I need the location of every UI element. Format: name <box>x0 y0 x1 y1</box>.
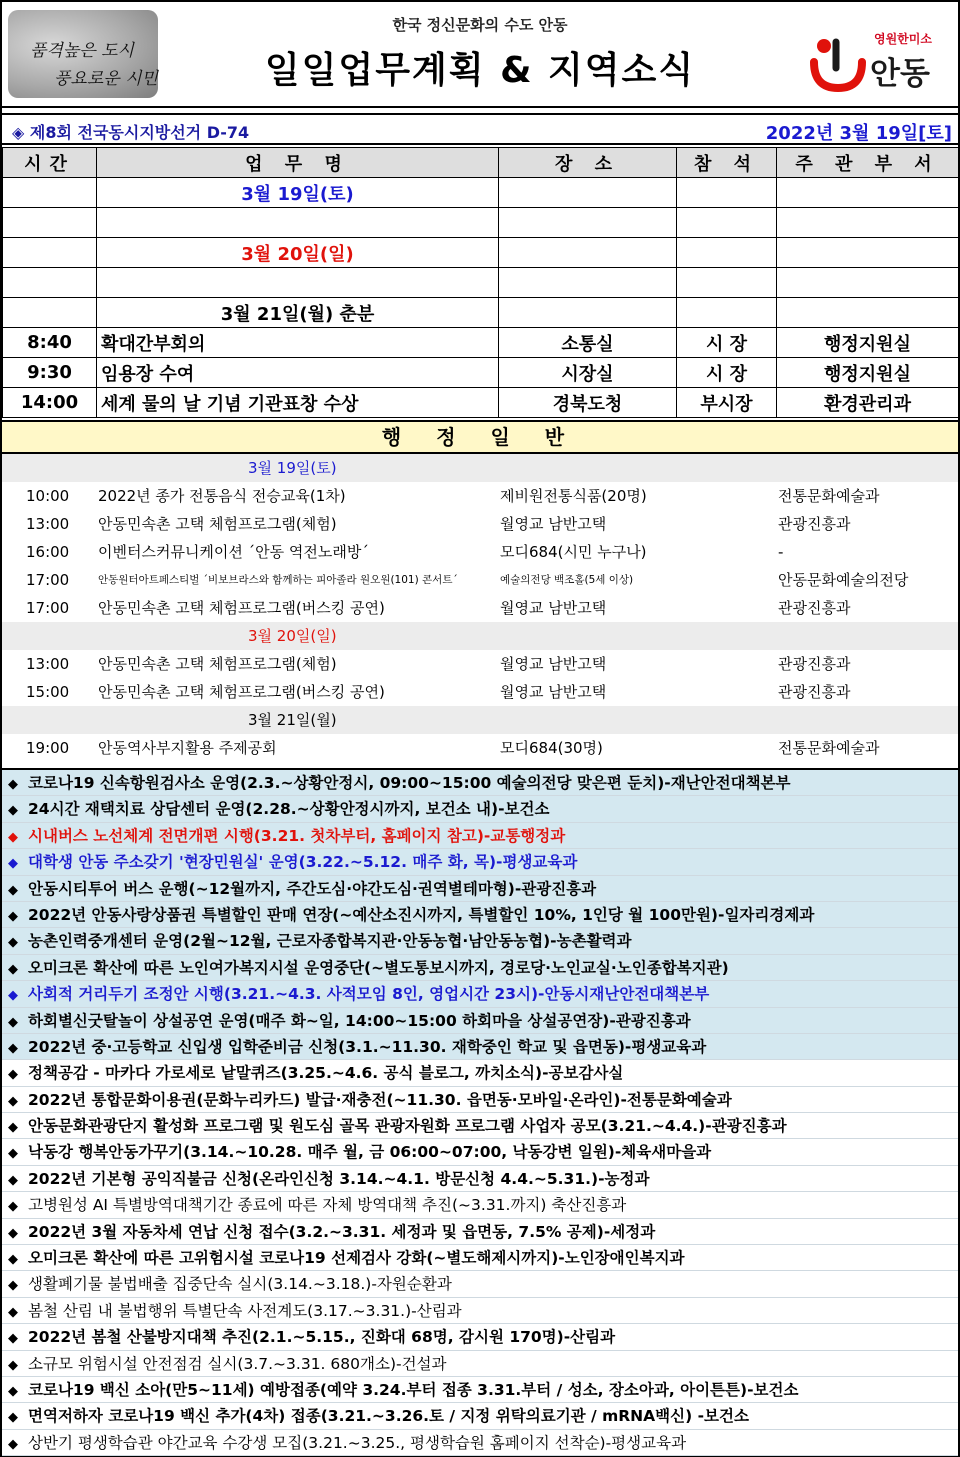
column-header-dept: 주 관 부 서 <box>777 148 959 178</box>
schedule-row <box>3 268 959 298</box>
schedule-cell-time: 14:00 <box>3 388 97 418</box>
schedule-cell-dept <box>777 178 959 208</box>
schedule-cell-place <box>499 178 677 208</box>
admin-date-row <box>2 706 958 734</box>
schedule-cell-dept <box>777 238 959 268</box>
schedule-cell-time: 8:40 <box>3 328 97 358</box>
notice-text: 고병원성 AI 특별방역대책기간 종료에 따른 자체 방역대책 추진(~3.31.까지) 축산진흥과 <box>28 1196 627 1215</box>
city-slogan: 한국 정신문화의 수도 안동 <box>392 16 568 34</box>
notice-item <box>2 876 958 902</box>
admin-section-title: 행 정 일 반 <box>2 420 958 454</box>
admin-item-row <box>2 538 958 566</box>
diamond-bullet-icon: ◆ <box>8 1357 18 1373</box>
notice-text: 상반기 평생학습관 야간교육 수강생 모집(3.21.~3.25., 평생학습원 홈페이지 선착순)-평생교육과 <box>28 1433 687 1452</box>
admin-item-row <box>2 650 958 678</box>
column-header-task: 업 무 명 <box>97 148 499 178</box>
diamond-bullet-icon: ◆ <box>8 988 18 1004</box>
admin-item-title: 안동역사부지활용 주제공회 <box>98 739 277 757</box>
admin-item-row <box>2 566 958 594</box>
diamond-bullet-icon: ◆ <box>8 935 18 951</box>
admin-item-title: 2022년 종가 전통음식 전승교육(1차) <box>98 487 346 505</box>
diamond-bullet-icon: ◆ <box>8 856 18 872</box>
admin-date-row <box>2 622 958 650</box>
notice-text: 안동문화관광단지 활성화 프로그램 및 원도심 골목 관광자원화 프로그램 사업자 공모(3.21.~4.4.)-관광진흥과 <box>28 1117 787 1136</box>
admin-item-row <box>2 482 958 510</box>
admin-item-place: 월영교 남반고택 <box>500 683 607 701</box>
report-date: 2022년 3월 19일[토] <box>765 123 952 144</box>
election-countdown: ◈ 제8회 전국동시지방선거 D-74 <box>12 123 250 142</box>
schedule-cell-time <box>3 268 97 298</box>
admin-item-dept: 관광진흥과 <box>778 515 851 533</box>
notice-item <box>2 1192 958 1218</box>
admin-item-place: 예술의전당 백조홀(5세 이상) <box>500 574 634 586</box>
notice-text: 시내버스 노선체계 전면개편 시행(3.21. 첫차부터, 홈페이지 참고)-교통행정과 <box>28 826 566 845</box>
admin-item-place: 월영교 남반고택 <box>500 655 607 673</box>
schedule-cell-task: 3월 19일(토) <box>97 178 499 208</box>
notice-item <box>2 1271 958 1297</box>
admin-item-title: 이벤터스커뮤니케이션 ´안동 역전노래방´ <box>98 543 369 561</box>
diamond-bullet-icon: ◆ <box>8 1146 18 1162</box>
admin-date-label: 3월 20일(일) <box>248 627 337 645</box>
admin-item-title: 안동민속촌 고택 체험프로그램(체험) <box>98 515 337 533</box>
schedule-cell-attend: 부시장 <box>677 388 777 418</box>
notice-text: 24시간 재택치료 상담센터 운영(2.28.~상황안정시까지, 보건소 내)-보건소 <box>28 800 550 819</box>
notice-item <box>2 1060 958 1086</box>
admin-item-row <box>2 510 958 538</box>
admin-item-title: 안동민속촌 고택 체험프로그램(버스킹 공연) <box>98 599 385 617</box>
schedule-row <box>3 238 959 268</box>
diamond-bullet-icon: ◆ <box>8 1383 18 1399</box>
notice-text: 2022년 안동사랑상품권 특별할인 판매 연장(~예산소진시까지, 특별할인 10%, 1인당 월 100만원)-일자리경제과 <box>28 905 815 924</box>
notice-text: 면역저하자 코로나19 백신 추가(4차) 접종(3.21.~3.26.토 / 지정 위탁의료기관 / mRNA백신) -보건소 <box>28 1407 749 1426</box>
schedule-cell-attend <box>677 298 777 328</box>
notice-text: 하회별신굿탈놀이 상설공연 운영(매주 화~일, 14:00~15:00 하회마을 상설공연장)-관광진흥과 <box>28 1011 691 1030</box>
schedule-cell-task: 세계 물의 날 기념 기관표창 수상 <box>97 388 499 418</box>
notice-item <box>2 1034 958 1060</box>
schedule-cell-dept <box>777 268 959 298</box>
admin-date-row <box>2 454 958 482</box>
admin-item-dept: 관광진흥과 <box>778 599 851 617</box>
diamond-bullet-icon: ◆ <box>8 1040 18 1056</box>
notice-text: 2022년 3월 자동차세 연납 신청 접수(3.2.~3.31. 세정과 및 읍면동, 7.5% 공제)-세정과 <box>28 1222 656 1241</box>
schedule-cell-time <box>3 238 97 268</box>
admin-item-dept: 관광진흥과 <box>778 683 851 701</box>
schedule-cell-time: 9:30 <box>3 358 97 388</box>
notice-item <box>2 902 958 928</box>
diamond-bullet-icon: ◆ <box>8 961 18 977</box>
logo-name: 안동 <box>870 56 930 92</box>
diamond-bullet-icon: ◆ <box>8 1067 18 1083</box>
admin-item-place: 제비원전통식품(20명) <box>500 487 647 505</box>
schedule-cell-attend <box>677 208 777 238</box>
diamond-bullet-icon: ◆ <box>8 777 18 792</box>
diamond-bullet-icon: ◆ <box>8 908 18 924</box>
schedule-header-row <box>3 148 959 178</box>
diamond-bullet-icon: ◆ <box>8 1014 18 1030</box>
admin-schedule-list <box>2 454 958 762</box>
admin-item-dept: 전통문화예술과 <box>778 487 880 505</box>
diamond-bullet-icon: ◆ <box>8 1410 18 1426</box>
schedule-cell-place <box>499 298 677 328</box>
schedule-cell-place <box>499 268 677 298</box>
notice-item <box>2 1113 958 1139</box>
notice-list <box>2 768 958 1456</box>
schedule-cell-dept: 행정지원실 <box>777 358 959 388</box>
diamond-bullet-icon: ◆ <box>8 882 18 898</box>
notice-item <box>2 1430 958 1456</box>
diamond-bullet-icon: ◆ <box>8 1331 18 1347</box>
schedule-cell-attend: 시 장 <box>677 328 777 358</box>
admin-item-dept: 전통문화예술과 <box>778 739 880 757</box>
schedule-row <box>3 388 959 418</box>
column-header-attend: 참 석 <box>677 148 777 178</box>
admin-item-row <box>2 594 958 622</box>
notice-text: 코로나19 백신 소아(만5~11세) 예방접종(예약 3.24.부터 접종 3.31.부터 / 성소, 장소아과, 아이튼튼)-보건소 <box>28 1380 799 1399</box>
admin-item-time: 13:00 <box>26 655 70 673</box>
notice-text: 봄철 산림 내 불법행위 특별단속 사전계도(3.17.~3.31.)-산림과 <box>28 1301 462 1320</box>
notice-item <box>2 1166 958 1192</box>
notice-text: 농촌인력중개센터 운영(2월~12월, 근로자종합복지관·안동농협·남안동농협)-농촌활력과 <box>28 932 632 951</box>
admin-item-dept: 안동문화예술의전당 <box>778 571 909 589</box>
admin-item-time: 16:00 <box>26 543 70 561</box>
schedule-row <box>3 298 959 328</box>
schedule-cell-time <box>3 208 97 238</box>
schedule-cell-task: 3월 21일(월) 춘분 <box>97 298 499 328</box>
page-title: 일일업무계획 & 지역소식 <box>264 50 696 91</box>
schedule-cell-task: 임용장 수여 <box>97 358 499 388</box>
diamond-bullet-icon: ◆ <box>8 1199 18 1215</box>
schedule-cell-dept: 환경관리과 <box>777 388 959 418</box>
diamond-bullet-icon: ◆ <box>8 1172 18 1188</box>
schedule-cell-task: 3월 20일(일) <box>97 238 499 268</box>
schedule-row <box>3 208 959 238</box>
notice-item <box>2 955 958 981</box>
admin-item-place: 월영교 남반고택 <box>500 515 607 533</box>
diamond-bullet-icon: ◆ <box>8 1120 18 1136</box>
notice-item <box>2 1219 958 1245</box>
schedule-row <box>3 328 959 358</box>
admin-item-time: 10:00 <box>26 487 70 505</box>
diamond-bullet-icon: ◆ <box>8 1252 18 1268</box>
admin-item-time: 17:00 <box>26 599 70 617</box>
notice-item <box>2 1351 958 1377</box>
admin-item-title: 안동민속촌 고택 체험프로그램(체험) <box>98 655 337 673</box>
schedule-table <box>2 147 959 418</box>
slogan-line-2: 풍요로운 시민 <box>54 69 158 89</box>
schedule-cell-task <box>97 208 499 238</box>
notice-text: 2022년 봄철 산불방지대책 추진(2.1.~5.15., 진화대 68명, 감시원 170명)-산림과 <box>28 1328 616 1347</box>
notice-text: 코로나19 신속항원검사소 운영(2.3.~상황안정시, 09:00~15:00 예술의전당 맞은편 둔치)-재난안전대책본부 <box>28 774 791 792</box>
notice-item <box>2 1298 958 1324</box>
notice-text: 사회적 거리두기 조정안 시행(3.21.~4.3. 사적모임 8인, 영업시간 23시)-안동시재난안전대책본부 <box>28 985 710 1004</box>
schedule-body <box>3 178 959 418</box>
notice-text: 오미크론 확산에 따른 노인여가복지시설 운영중단(~별도통보시까지, 경로당·노인교실·노인종합복지관) <box>28 958 729 977</box>
subheader <box>2 113 958 145</box>
schedule-cell-dept: 행정지원실 <box>777 328 959 358</box>
admin-item-row <box>2 678 958 706</box>
column-header-time: 시간 <box>3 148 97 178</box>
admin-item-dept: 관광진흥과 <box>778 655 851 673</box>
notice-text: 오미크론 확산에 따른 고위험시설 코로나19 선제검사 강화(~별도해제시까지)-노인장애인복지과 <box>28 1249 685 1268</box>
schedule-row <box>3 358 959 388</box>
diamond-bullet-icon: ◆ <box>8 1093 18 1109</box>
diamond-bullet-icon: ◆ <box>8 803 18 819</box>
schedule-cell-task: 확대간부회의 <box>97 328 499 358</box>
notice-item <box>2 1324 958 1350</box>
smile-logo-icon <box>808 32 870 94</box>
column-header-place: 장 소 <box>499 148 677 178</box>
notice-text: 대학생 안동 주소갖기 '현장민원실' 운영(3.22.~5.12. 매주 화, 목)-평생교육과 <box>28 853 578 872</box>
admin-date-label: 3월 19일(토) <box>248 459 337 477</box>
schedule-cell-dept <box>777 208 959 238</box>
notice-text: 생활폐기물 불법배출 집중단속 실시(3.14.~3.18.)-자원순환과 <box>28 1275 452 1294</box>
schedule-cell-attend: 시 장 <box>677 358 777 388</box>
admin-item-time: 19:00 <box>26 739 70 757</box>
notice-text: 소규모 위험시설 안전점검 실시(3.7.~3.31. 680개소)-건설과 <box>28 1354 447 1373</box>
diamond-bullet-icon: ◆ <box>8 1225 18 1241</box>
notice-text: 2022년 통합문화이용권(문화누리카드) 발급·재충전(~11.30. 읍면동·모바일·온라인)-전통문화예술과 <box>28 1090 732 1109</box>
admin-item-time: 13:00 <box>26 515 70 533</box>
admin-item-dept: - <box>778 543 784 561</box>
schedule-cell-place: 경북도청 <box>499 388 677 418</box>
notice-item <box>2 1245 958 1271</box>
admin-item-place: 모디684(30명) <box>500 739 603 757</box>
notice-item <box>2 1087 958 1113</box>
diamond-bullet-icon: ◆ <box>8 1278 18 1294</box>
notice-item <box>2 981 958 1007</box>
notice-item <box>2 928 958 954</box>
schedule-cell-place: 시장실 <box>499 358 677 388</box>
admin-item-row <box>2 734 958 762</box>
notice-item <box>2 770 958 796</box>
notice-item <box>2 849 958 875</box>
notice-item <box>2 1403 958 1429</box>
notice-text: 낙동강 행복안동가꾸기(3.14.~10.28. 매주 월, 금 06:00~07:00, 낙동강변 일원)-체육새마을과 <box>28 1143 712 1162</box>
notice-text: 2022년 기본형 공익직불금 신청(온라인신청 3.14.~4.1. 방문신청 4.4.~5.31.)-농정과 <box>28 1169 650 1188</box>
andong-logo <box>808 18 948 98</box>
diamond-bullet-icon: ◆ <box>8 1436 18 1452</box>
admin-item-place: 월영교 남반고택 <box>500 599 607 617</box>
slogan-line-1: 품격높은 도시 <box>30 41 134 61</box>
admin-item-title: 안동민속촌 고택 체험프로그램(버스킹 공연) <box>98 683 385 701</box>
admin-item-time: 15:00 <box>26 683 70 701</box>
schedule-cell-attend <box>677 238 777 268</box>
notice-item <box>2 1008 958 1034</box>
notice-item <box>2 1139 958 1165</box>
notice-text: 2022년 중·고등학교 신입생 입학준비금 신청(3.1.~11.30. 재학중인 학교 및 읍면동)-평생교육과 <box>28 1037 707 1056</box>
notice-text: 안동시티투어 버스 운행(~12월까지, 주간도심·야간도심·권역별테마형)-관광진흥과 <box>28 879 597 898</box>
admin-date-label: 3월 21일(월) <box>248 711 337 729</box>
diamond-bullet-icon: ◆ <box>8 829 18 845</box>
notice-text: 정책공감 - 마카다 가로세로 낱말퀴즈(3.25.~4.6. 공식 블로그, 까치소식)-공보감사실 <box>28 1064 624 1083</box>
schedule-cell-attend <box>677 268 777 298</box>
schedule-cell-task <box>97 268 499 298</box>
diamond-bullet-icon: ◆ <box>8 1304 18 1320</box>
admin-item-title: 안동원터아트페스티벌 ´비보브라스와 함께하는 피아졸라 원오원(101) 콘서트´ <box>98 574 458 586</box>
schedule-cell-place <box>499 238 677 268</box>
schedule-cell-place <box>499 208 677 238</box>
schedule-cell-time <box>3 298 97 328</box>
schedule-cell-time <box>3 178 97 208</box>
header <box>2 2 958 108</box>
admin-item-time: 17:00 <box>26 571 70 589</box>
notice-item <box>2 796 958 822</box>
schedule-cell-dept <box>777 298 959 328</box>
schedule-row <box>3 178 959 208</box>
schedule-cell-place: 소통실 <box>499 328 677 358</box>
notice-item <box>2 823 958 849</box>
admin-item-place: 모디684(시민 누구나) <box>500 543 647 561</box>
notice-item <box>2 1377 958 1403</box>
schedule-cell-attend <box>677 178 777 208</box>
logo-tagline: 영원한미소 <box>874 32 932 46</box>
